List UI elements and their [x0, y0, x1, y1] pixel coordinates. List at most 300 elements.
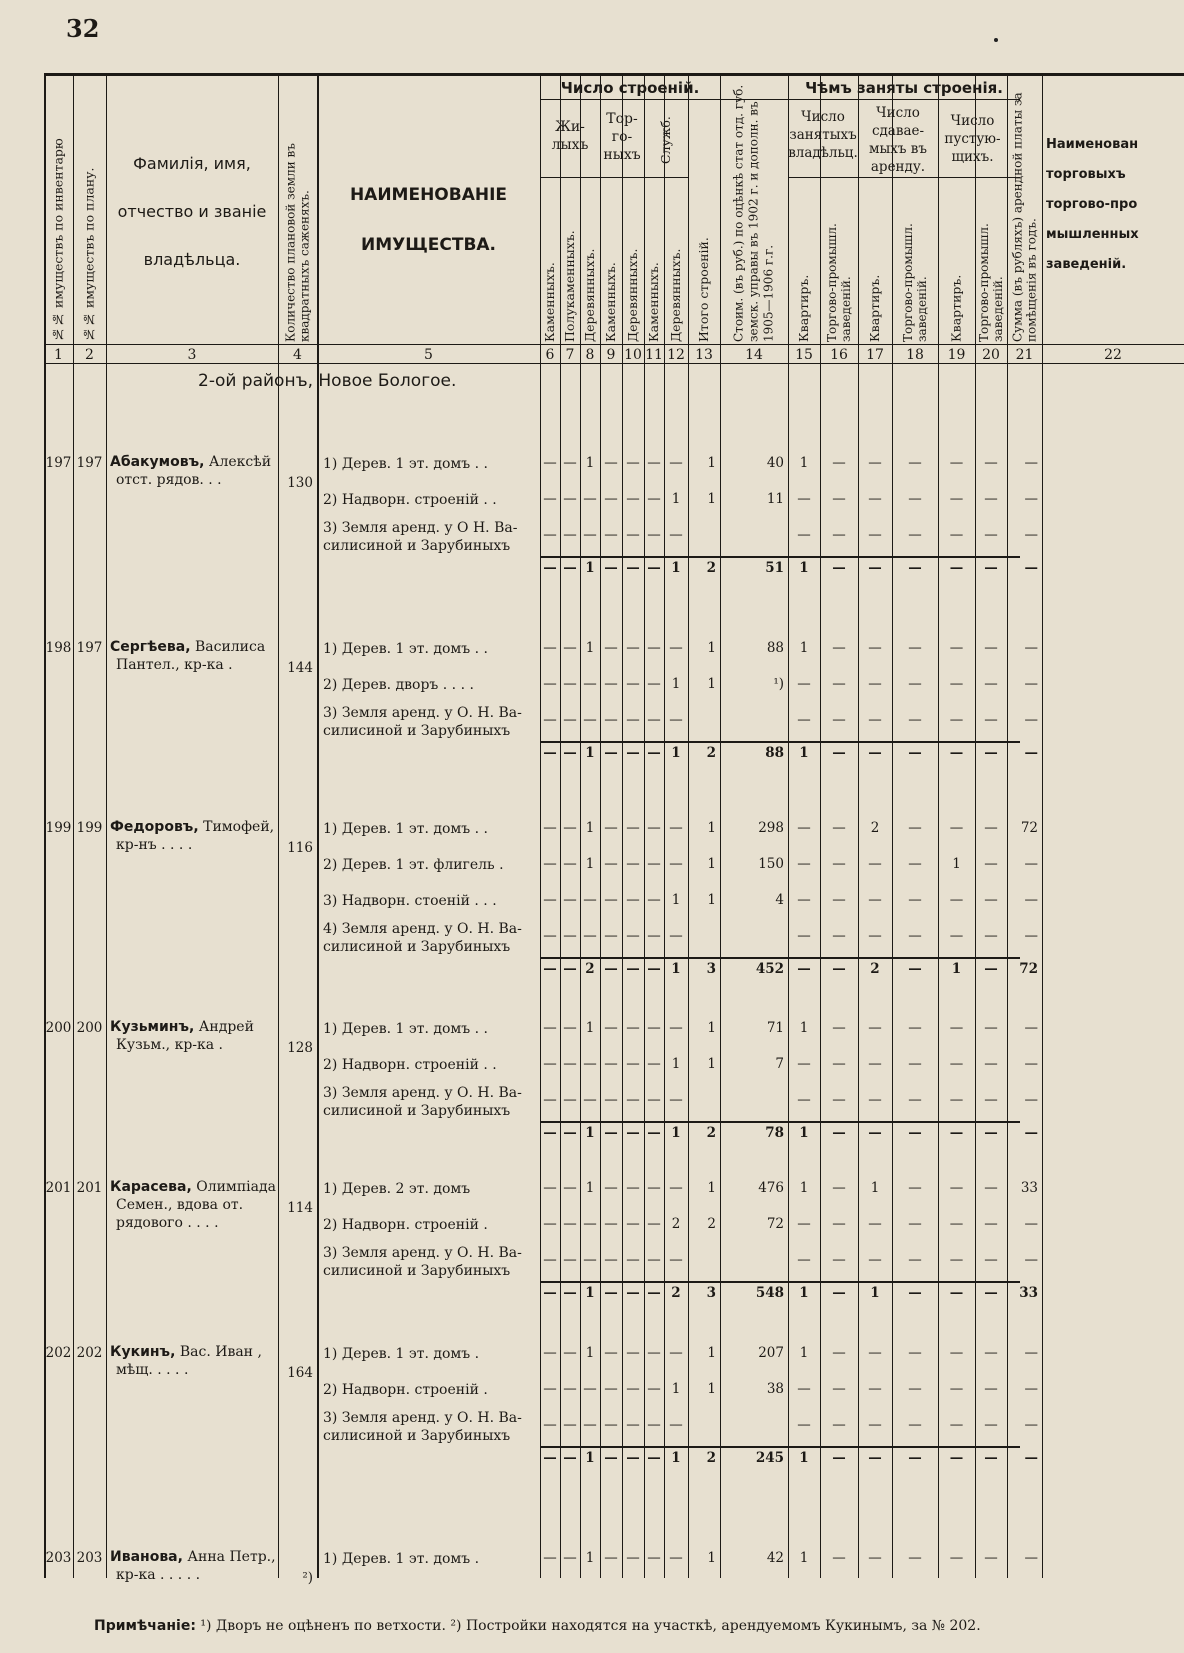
owner-surname: Федоровъ,	[110, 819, 199, 835]
table-cell: —	[797, 676, 811, 692]
table-cell: —	[868, 745, 882, 761]
header-trade-line: ныхъ	[603, 147, 641, 163]
property-item	[323, 1345, 479, 1363]
plan-number: 197	[76, 640, 103, 656]
table-cell: —	[647, 1417, 661, 1433]
header-c19: Квартиръ.	[948, 274, 964, 342]
table-cell: —	[868, 560, 882, 576]
table-cell: —	[949, 1180, 964, 1196]
column-number: 22	[1104, 347, 1122, 363]
table-cell: 2	[707, 1216, 716, 1232]
table-cell: —	[647, 820, 661, 836]
table-cell: —	[832, 527, 846, 543]
land-area: 128	[287, 1040, 313, 1056]
table-cell: 33	[1019, 1285, 1038, 1301]
table-cell: —	[669, 820, 683, 836]
table-cell: —	[984, 820, 998, 836]
header-empty-line: Число	[950, 113, 995, 129]
owner-title: мѣщ. . . . .	[116, 1362, 189, 1378]
column-number: 1	[54, 347, 63, 363]
table-cell: —	[626, 1216, 640, 1232]
table-cell: —	[908, 1092, 922, 1108]
table-cell: —	[868, 1550, 882, 1566]
table-cell: —	[583, 928, 597, 944]
table-cell: —	[604, 1345, 618, 1361]
property-item	[323, 1244, 522, 1280]
table-cell: —	[604, 1020, 618, 1036]
table-cell: —	[604, 527, 618, 543]
property-item-line: 2) Дерев. 1 эт. флигель .	[323, 857, 504, 873]
header-c22-line: торговыхъ	[1046, 167, 1126, 182]
table-cell: —	[984, 1125, 998, 1141]
plan-number: 201	[76, 1180, 103, 1196]
table-cell: —	[984, 1417, 998, 1433]
table-cell: 1	[707, 856, 716, 872]
table-cell: 1	[870, 1285, 880, 1301]
table-cell: —	[908, 676, 922, 692]
header-rented-line: аренду.	[870, 159, 926, 175]
property-item	[323, 519, 517, 555]
table-cell: —	[797, 1092, 811, 1108]
inventory-number: 199	[45, 820, 72, 836]
table-cell: —	[868, 1417, 882, 1433]
plan-number: 199	[76, 820, 103, 836]
table-cell: 1	[671, 745, 681, 761]
property-item-line: 3) Земля аренд. у О Н. Ва-	[323, 520, 518, 536]
table-cell: —	[647, 1450, 661, 1466]
table-cell: —	[583, 527, 597, 543]
subtotal-rule	[540, 957, 1020, 959]
table-cell: —	[626, 1550, 640, 1566]
table-cell: —	[626, 961, 640, 977]
table-cell: —	[563, 1345, 577, 1361]
table-cell: —	[832, 1417, 846, 1433]
table-cell: —	[949, 1550, 964, 1566]
table-cell: —	[949, 820, 964, 836]
table-cell: —	[908, 1550, 922, 1566]
table-cell: —	[543, 712, 557, 728]
property-item	[323, 455, 488, 473]
table-cell: —	[984, 1450, 998, 1466]
header-owner-occupied-line: Число	[801, 109, 845, 125]
table-cell: —	[797, 961, 811, 977]
property-item-line: 2) Надворн. строеній .	[323, 1217, 488, 1233]
table-cell: —	[908, 820, 922, 836]
table-cell: —	[868, 1056, 882, 1072]
table-cell: —	[647, 455, 661, 471]
header-property	[317, 170, 540, 270]
footnote-label: Примѣчаніе:	[94, 1618, 196, 1634]
column-number: 13	[695, 347, 713, 363]
table-cell: 1	[585, 820, 595, 836]
table-cell: —	[543, 961, 557, 977]
table-cell: —	[669, 640, 683, 656]
table-cell: —	[908, 961, 922, 977]
land-area: 130	[287, 475, 313, 491]
header-c22	[1046, 130, 1184, 280]
table-cell: —	[543, 1381, 557, 1397]
table-cell: —	[984, 560, 998, 576]
table-cell: —	[669, 527, 683, 543]
header-occupied-group: Чѣмъ заняты строенія.	[805, 79, 1003, 97]
table-cell: 1	[671, 961, 681, 977]
inventory-number: 197	[45, 455, 72, 471]
table-cell: —	[563, 1252, 577, 1268]
property-item	[323, 1020, 488, 1038]
property-item-line: 1) Дерев. 2 эт. домъ	[323, 1181, 471, 1197]
table-cell: —	[543, 1252, 557, 1268]
owner-surname: Кузьминъ,	[110, 1019, 195, 1035]
table-cell: —	[543, 892, 557, 908]
table-cell: —	[832, 1252, 846, 1268]
owner-given: Тимофей,	[198, 819, 275, 835]
table-cell: 38	[766, 1381, 784, 1397]
header-c6: Каменныхъ.	[542, 262, 557, 342]
table-cell: —	[984, 1180, 998, 1196]
table-cell: 207	[758, 1345, 784, 1361]
header-owner-occupied-line: занятыхъ	[789, 127, 857, 143]
header-c10: Деревянныхъ.	[625, 248, 640, 342]
header-c9: Каменныхъ.	[603, 262, 618, 342]
table-cell: —	[949, 491, 964, 507]
table-cell: —	[984, 455, 998, 471]
table-cell: 1	[707, 1550, 716, 1566]
column-number: 19	[947, 347, 966, 363]
table-cell: —	[543, 560, 557, 576]
property-item-line: 1) Дерев. 1 эт. домъ . .	[323, 641, 489, 657]
table-cell: —	[1024, 1345, 1038, 1361]
table-cell: —	[604, 745, 618, 761]
table-cell: —	[949, 1092, 964, 1108]
table-cell: —	[949, 1056, 964, 1072]
table-cell: 1	[671, 1056, 681, 1072]
land-area: 116	[287, 840, 313, 856]
table-cell: —	[832, 1125, 846, 1141]
table-cell: —	[908, 1020, 922, 1036]
table-cell: —	[1024, 1056, 1038, 1072]
table-cell: —	[832, 961, 846, 977]
property-item	[323, 704, 522, 740]
table-cell: —	[604, 491, 618, 507]
inventory-number: 200	[45, 1020, 72, 1036]
owner-name	[110, 1178, 276, 1232]
table-cell: —	[669, 1020, 683, 1036]
table-cell: 1	[707, 1345, 716, 1361]
table-cell: 1	[585, 1125, 595, 1141]
table-cell: —	[543, 928, 557, 944]
table-cell: 1	[952, 856, 961, 872]
table-cell: —	[797, 1252, 811, 1268]
table-cell: —	[832, 455, 846, 471]
table-cell: —	[908, 1285, 922, 1301]
table-cell: —	[949, 676, 964, 692]
table-cell: —	[984, 527, 998, 543]
table-cell: —	[949, 1417, 964, 1433]
plan-number: 203	[76, 1550, 103, 1566]
table-cell: 2	[706, 745, 716, 761]
table-cell: —	[1024, 1216, 1038, 1232]
owner-title: Кузьм., кр-ка .	[116, 1037, 224, 1053]
table-cell: 1	[671, 560, 681, 576]
table-cell: 1	[671, 892, 681, 908]
table-cell: 88	[765, 745, 784, 761]
table-cell: —	[604, 1550, 618, 1566]
header-owner-line: отчество и званіе	[117, 202, 267, 221]
table-cell: —	[604, 1092, 618, 1108]
table-cell: —	[647, 856, 661, 872]
table-cell: —	[949, 1216, 964, 1232]
table-cell: —	[908, 1252, 922, 1268]
table-cell: —	[984, 676, 998, 692]
table-cell: 1	[799, 1550, 809, 1566]
table-cell: —	[583, 676, 597, 692]
table-cell: —	[908, 491, 922, 507]
table-cell: —	[543, 1092, 557, 1108]
table-cell: —	[832, 928, 846, 944]
property-item-line: 3) Земля аренд. у О. Н. Ва-	[323, 1085, 522, 1101]
table-cell: 1	[951, 961, 962, 977]
header-residential-line: Жи-	[555, 119, 585, 135]
table-cell: —	[583, 491, 597, 507]
table-cell: —	[563, 1285, 577, 1301]
table-cell: —	[984, 1092, 998, 1108]
table-cell: —	[669, 712, 683, 728]
header-rented-line: Число	[876, 105, 920, 121]
table-cell: 476	[758, 1180, 784, 1196]
table-cell: 1	[585, 1285, 595, 1301]
owner-title: Пантел., кр-ка .	[116, 657, 233, 673]
table-cell: 1	[799, 560, 809, 576]
table-cell: —	[604, 961, 618, 977]
table-cell: —	[984, 1550, 998, 1566]
table-cell: —	[908, 640, 922, 656]
table-cell: —	[604, 892, 618, 908]
table-cell: 1	[799, 1125, 809, 1141]
header-property-line: НАИМЕНОВАНІЕ	[349, 185, 508, 205]
owner-given: Вас. Иван ,	[175, 1344, 262, 1360]
table-cell: —	[583, 892, 597, 908]
property-item-line: 3) Земля аренд. у О. Н. Ва-	[323, 705, 522, 721]
table-cell: —	[908, 1417, 922, 1433]
column-number: 20	[982, 347, 1000, 363]
property-item-line: силисиной и Зарубиныхъ	[323, 1428, 511, 1444]
header-c13: Итого строеній.	[696, 237, 711, 342]
table-cell: —	[949, 640, 964, 656]
header-owner-line: владѣльца.	[143, 250, 241, 269]
table-cell: —	[1024, 1252, 1038, 1268]
table-cell: —	[604, 856, 618, 872]
table-cell: —	[647, 1180, 661, 1196]
table-cell: 11	[766, 491, 784, 507]
table-cell: 1	[671, 1125, 681, 1141]
owner-given: Олимпіада	[191, 1179, 276, 1195]
column-rule	[106, 76, 107, 1578]
table-cell: —	[647, 1020, 661, 1036]
table-cell: 1	[799, 1020, 809, 1036]
property-item-line: 1) Дерев. 1 эт. домъ . .	[323, 456, 489, 472]
property-item-line: силисиной и Зарубиныхъ	[323, 538, 511, 554]
table-cell: —	[563, 527, 577, 543]
table-cell: —	[984, 1381, 998, 1397]
table-cell: —	[984, 1020, 998, 1036]
subtotal-rule	[540, 1446, 1020, 1448]
table-cell: —	[626, 1381, 640, 1397]
table-cell: 1	[799, 455, 809, 471]
table-cell: —	[604, 1381, 618, 1397]
table-cell: —	[832, 1056, 846, 1072]
table-cell: —	[1024, 928, 1038, 944]
table-cell: —	[797, 1056, 811, 1072]
table-cell: 548	[755, 1285, 784, 1301]
inventory-number: 201	[45, 1180, 72, 1196]
table-cell: —	[647, 1550, 661, 1566]
column-number-rule	[44, 363, 1184, 364]
table-cell: —	[949, 527, 964, 543]
table-cell: 150	[758, 856, 784, 872]
table-cell: —	[908, 712, 922, 728]
table-cell: —	[1024, 640, 1038, 656]
table-cell: —	[868, 640, 882, 656]
owner-given: Андрей	[194, 1019, 254, 1035]
header-c20: Торгово-промышл. заведеній.	[977, 223, 1005, 342]
table-cell: 1	[707, 1381, 716, 1397]
table-cell: —	[797, 892, 811, 908]
table-cell: 1	[870, 1180, 880, 1196]
land-area: 144	[287, 660, 313, 676]
table-cell: 4	[775, 892, 784, 908]
table-cell: 1	[585, 1345, 595, 1361]
owner-surname: Абакумовъ,	[110, 454, 205, 470]
table-cell: —	[832, 640, 846, 656]
table-cell: —	[908, 856, 922, 872]
header-c14: Стоим. (въ руб.) по оцѣнкѣ стат отд. губ. земск. управы въ 1902 г. и дополн. въ 1905—1906 г.г.	[731, 84, 776, 342]
table-cell: —	[868, 1345, 882, 1361]
table-cell: —	[832, 856, 846, 872]
table-cell: —	[626, 455, 640, 471]
subtotal-rule	[540, 741, 1020, 743]
property-item	[323, 491, 497, 509]
table-cell: —	[583, 1381, 597, 1397]
table-cell: 78	[765, 1125, 784, 1141]
owner-given: Василиса	[190, 639, 266, 655]
table-cell: 1	[799, 745, 809, 761]
table-cell: —	[604, 1285, 618, 1301]
column-rule	[317, 76, 319, 1578]
table-cell: —	[1024, 856, 1038, 872]
table-cell: —	[647, 961, 661, 977]
table-cell: —	[669, 1550, 683, 1566]
table-cell: —	[908, 1345, 922, 1361]
property-item	[323, 1381, 488, 1399]
table-cell: —	[797, 856, 811, 872]
header-owner	[106, 140, 278, 284]
table-cell: —	[908, 1056, 922, 1072]
subgroup-underline	[788, 177, 1020, 178]
table-cell: —	[543, 1345, 557, 1361]
table-cell: —	[563, 1381, 577, 1397]
header-c15: Квартиръ.	[796, 274, 811, 342]
table-cell: —	[984, 1216, 998, 1232]
column-number: 21	[1015, 347, 1034, 363]
table-cell: 2	[671, 1285, 681, 1301]
table-cell: 51	[765, 560, 784, 576]
table-cell: —	[563, 676, 577, 692]
land-area: 164	[287, 1365, 313, 1381]
table-cell: —	[832, 491, 846, 507]
table-cell: —	[543, 1417, 557, 1433]
column-number: 10	[624, 347, 642, 363]
table-cell: —	[908, 1216, 922, 1232]
table-cell: —	[626, 491, 640, 507]
table-cell: —	[797, 1216, 811, 1232]
table-cell: —	[647, 1285, 661, 1301]
table-cell: —	[832, 1216, 846, 1232]
table-cell: —	[583, 1417, 597, 1433]
table-cell: —	[583, 1216, 597, 1232]
table-cell: 1	[799, 1180, 809, 1196]
property-item-line: 2) Надворн. строеній .	[323, 1382, 488, 1398]
owner-given: Алексѣй	[204, 454, 272, 470]
table-cell: 1	[707, 820, 716, 836]
table-cell: —	[647, 1125, 661, 1141]
table-cell: 72	[766, 1216, 784, 1232]
table-cell: —	[543, 1180, 557, 1196]
table-cell: —	[984, 712, 998, 728]
header-c7: Полукаменныхъ.	[562, 230, 577, 342]
header-land-area: Количество плановой земли въ квадратныхъ саженяхъ.	[283, 143, 312, 342]
property-item	[323, 676, 474, 694]
table-cell: —	[626, 1125, 640, 1141]
subtotal-rule	[540, 1281, 1020, 1283]
inventory-number: 203	[45, 1550, 72, 1566]
table-cell: —	[868, 455, 882, 471]
table-cell: 1	[671, 1450, 681, 1466]
table-cell: 1	[707, 1180, 716, 1196]
table-cell: 71	[766, 1020, 784, 1036]
table-cell: 1	[585, 1180, 595, 1196]
table-cell: —	[868, 1092, 882, 1108]
table-cell: —	[1024, 1125, 1038, 1141]
table-cell: —	[626, 640, 640, 656]
table-cell: —	[868, 1381, 882, 1397]
property-item	[323, 856, 504, 874]
property-item	[323, 1084, 522, 1120]
table-cell: —	[647, 928, 661, 944]
table-cell: 88	[766, 640, 784, 656]
column-rule	[1042, 76, 1043, 1578]
table-cell: —	[543, 640, 557, 656]
table-cell: 1	[707, 455, 716, 471]
table-cell: —	[604, 560, 618, 576]
subgroup-underline	[644, 177, 688, 178]
table-cell: —	[604, 455, 618, 471]
footnote	[94, 1618, 981, 1634]
table-cell: —	[583, 712, 597, 728]
column-number: 18	[906, 347, 924, 363]
table-cell: 298	[758, 820, 784, 836]
table-cell: 40	[766, 455, 784, 471]
table-cell: —	[868, 1125, 882, 1141]
table-cell: —	[543, 745, 557, 761]
table-cell: —	[563, 1092, 577, 1108]
table-cell: 2	[585, 961, 595, 977]
table-cell: —	[908, 527, 922, 543]
property-item-line: силисиной и Зарубиныхъ	[323, 939, 511, 955]
table-cell: —	[832, 676, 846, 692]
header-buildings-group: Число строеній.	[560, 79, 700, 97]
table-cell: —	[604, 928, 618, 944]
table-cell: —	[797, 928, 811, 944]
